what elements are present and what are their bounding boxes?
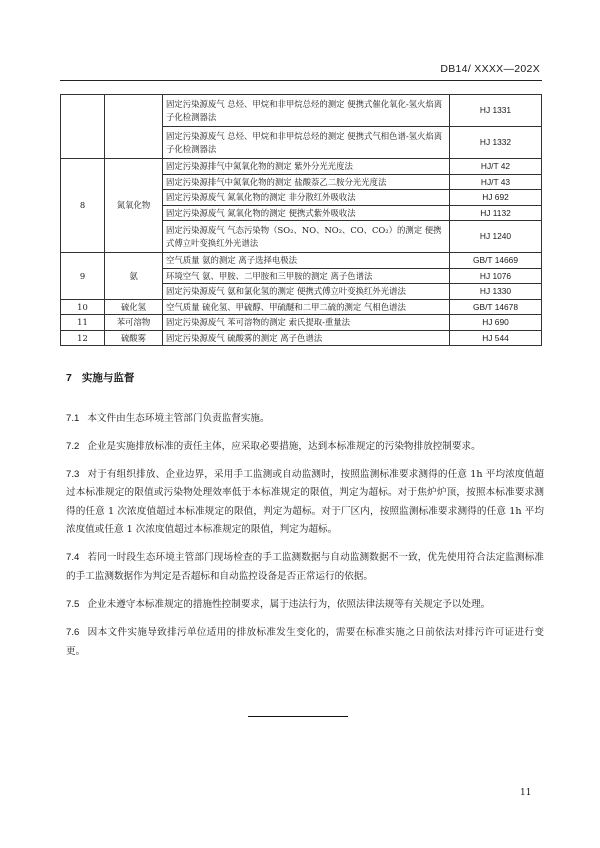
end-of-document-rule [248, 716, 348, 717]
section-title: 实施与监督 [81, 372, 135, 384]
standard-code-cell: HJ/T 42 [450, 159, 542, 175]
row-number-cell: 9 [61, 253, 105, 300]
section-number: 7 [66, 372, 72, 384]
method-cell: 空气质量 硫化氢、甲硫醇、甲硫醚和二甲二硫的测定 气相色谱法 [163, 299, 450, 315]
pollutant-cell: 氮氧化物 [105, 159, 163, 253]
method-cell: 固定污染源排气中氮氧化物的测定 紫外分光光度法 [163, 159, 450, 175]
method-cell: 固定污染源废气 氮氧化物的测定 便携式紫外吸收法 [163, 205, 450, 221]
standard-code-cell: GB/T 14669 [450, 253, 542, 269]
clause-text: 企业未遵守本标准规定的措施性控制要求，属于违法行为，依照法律法规等有关规定予以处理。 [87, 598, 491, 610]
method-cell: 固定污染源废气 总烃、甲烷和非甲烷总烃的测定 便携式催化氧化-氢火焰离子化检测器法 [163, 95, 450, 127]
clause-number: 7.5 [66, 598, 80, 610]
method-cell: 固定污染源废气 气态污染物（SO₂、NO、NO₂、CO、CO₂）的测定 便携式傅立叶变换红外光谱法 [163, 221, 450, 253]
method-cell: 空气质量 氨的测定 离子选择电极法 [163, 253, 450, 269]
method-cell: 固定污染源废气 氨和氯化氢的测定 便携式傅立叶变换红外光谱法 [163, 284, 450, 300]
method-cell: 固定污染源废气 氮氧化物的测定 非分散红外吸收法 [163, 190, 450, 206]
clause-number: 7.1 [66, 412, 80, 424]
standard-code-cell: HJ 1132 [450, 205, 542, 221]
clause-text: 本文件由生态环境主管部门负责监督实施。 [87, 412, 270, 424]
document-id: DB14/ XXXX—202X [440, 63, 540, 75]
row-number-cell: 8 [61, 159, 105, 253]
standard-code-cell: HJ 1330 [450, 284, 542, 300]
table-row [61, 315, 542, 331]
standard-code-cell: HJ 1332 [450, 127, 542, 159]
pollutant-cell: 氨 [105, 253, 163, 300]
clause-number: 7.4 [66, 552, 80, 564]
row-number-cell: 10 [61, 299, 105, 315]
clause-number: 7.2 [66, 440, 80, 452]
clause [66, 549, 544, 586]
standard-code-cell: HJ 690 [450, 315, 542, 331]
row-number-cell [61, 95, 105, 159]
method-cell: 固定污染源废气 苯可溶物的测定 索氏提取-重量法 [163, 315, 450, 331]
clause [66, 624, 544, 661]
pollutant-cell: 硫化氢 [105, 299, 163, 315]
method-cell: 固定污染源排气中氮氧化物的测定 盐酸萘乙二胺分光光度法 [163, 174, 450, 190]
clause-text: 因本文件实施导致排污单位适用的排放标准发生变化的，需要在标准实施之日前依法对排污许可证进行变更。 [66, 627, 544, 657]
row-number-cell: 12 [61, 330, 105, 346]
clause [66, 438, 544, 457]
clause-number: 7.6 [66, 627, 80, 639]
monitoring-methods-table [60, 94, 542, 346]
pollutant-cell: 硫酸雾 [105, 330, 163, 346]
standard-code-cell: HJ 544 [450, 330, 542, 346]
clause [66, 596, 544, 615]
table-row [61, 253, 542, 269]
standard-code-cell: GB/T 14678 [450, 299, 542, 315]
standard-code-cell: HJ/T 43 [450, 174, 542, 190]
clause-list [66, 400, 544, 667]
pollutant-cell: 苯可溶物 [105, 315, 163, 331]
standard-code-cell: HJ 692 [450, 190, 542, 206]
clause-number: 7.3 [66, 468, 80, 480]
method-cell: 固定污染源废气 总烃、甲烷和非甲烷总烃的测定 便携式气相色谱-氢火焰离子化检测器法 [163, 127, 450, 159]
standard-code-cell: HJ 1331 [450, 95, 542, 127]
table-row [61, 330, 542, 346]
standard-code-cell: HJ 1240 [450, 221, 542, 253]
method-cell: 环境空气 氨、甲胺、二甲胺和三甲胺的测定 离子色谱法 [163, 268, 450, 284]
method-cell: 固定污染源废气 硫酸雾的测定 离子色谱法 [163, 330, 450, 346]
clause-text: 企业是实施排放标准的责任主体，应采取必要措施，达到本标准规定的污染物排放控制要求。 [87, 440, 481, 452]
page-number: 11 [520, 788, 532, 798]
clause-text: 对于有组织排放、企业边界，采用手工监测或自动监测时，按照监测标准要求测得的任意 1h 平均浓度值超过本标准规定的限值或污染物处理效率低于本标准规定的限值，判定为超标。对于焦炉炉顶，按照本标准要求测得的任意 1 次浓度值超过本标准规定的限值，判定为超标。对于厂区内，按照监测标准要求测得的任意 1h 平均浓度值或任意 1 次浓度值超过本标准规定的限值，判定为超标。 [66, 468, 544, 536]
standard-code-cell: HJ 1076 [450, 268, 542, 284]
pollutant-cell [105, 95, 163, 159]
table-row [61, 95, 542, 127]
row-number-cell: 11 [61, 315, 105, 331]
section-heading [66, 370, 134, 385]
clause-text: 若同一时段生态环境主管部门现场检查的手工监测数据与自动监测数据不一致，优先使用符合法定监测标准的手工监测数据作为判定是否超标和自动监控设备是否正常运行的依据。 [66, 552, 544, 582]
table-row [61, 159, 542, 175]
clause [66, 410, 544, 429]
clause [66, 466, 544, 540]
header-rule [60, 80, 542, 81]
table-row [61, 299, 542, 315]
